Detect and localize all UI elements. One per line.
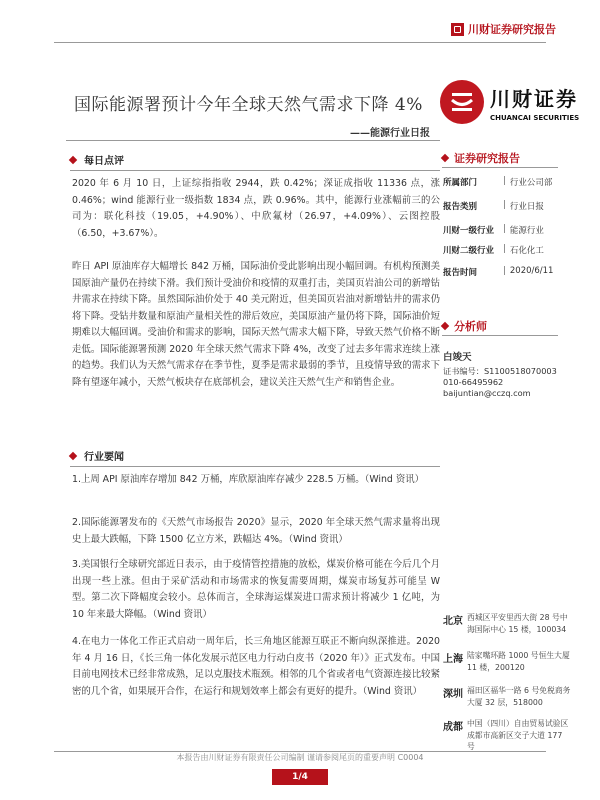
research-report-title: 证券研究报告 bbox=[454, 152, 520, 165]
office-beijing bbox=[443, 612, 573, 635]
industry-news-title: 行业要闻 bbox=[84, 452, 124, 463]
office-city: 深圳 bbox=[443, 689, 463, 700]
info-row-category: 报告类别 | 行业日报 bbox=[443, 200, 544, 212]
report-tag bbox=[451, 21, 556, 37]
daily-comment-heading bbox=[70, 152, 440, 171]
info-value: 石化化工 bbox=[509, 246, 544, 256]
report-tag-label: 川财证券研究报告 bbox=[468, 23, 556, 36]
info-row-date: 报告时间 | 2020/6/11 bbox=[443, 266, 554, 278]
info-value: 行业公司部 bbox=[509, 178, 553, 188]
office-city: 成都 bbox=[443, 722, 463, 733]
info-row-department: 所属部门 | 行业公司部 bbox=[443, 176, 553, 188]
logo-mark-icon bbox=[440, 80, 484, 124]
news-item: 4.在电力一体化工作正式启动一周年后，长三角地区能源互联正不断向纵深推进。2020 年 4 月 16 日，《长三角一体化发展示范区电力行动白皮书（2020 年）》正式发布。中国目前电网技术已经非常成熟，足以克服技术瓶颈。相邻的几个省或者电气资源连接比较紧密的几个省，如果展开合作，在运行和规划效率上都会有更好的提升。（Wind 资讯） bbox=[72, 636, 440, 697]
info-key: 报告类别 bbox=[443, 202, 478, 212]
daily-paragraph-1: 2020 年 6 月 10 日，上证综指指收 2944，跌 0.42%；深证成指收 11336 点，涨 0.46%；wind 能源行业一级指数 1834 点，跌 0.96%。其中，能源行业涨幅前三的公司为：联化科技（19.05，+4.90%）、中欣氟材（26.97，+4.09%）、云图控股（6.50，+3.67%）。 bbox=[72, 178, 440, 239]
diamond-icon bbox=[69, 155, 77, 163]
analyst-heading bbox=[442, 318, 487, 334]
office-address: 西城区平安里西大街 28 号中海国际中心 15 楼，100034 bbox=[467, 613, 568, 634]
office-shenzhen bbox=[443, 685, 573, 708]
info-key: 川财二级行业 bbox=[443, 246, 495, 256]
info-key: 川财一级行业 bbox=[443, 226, 495, 236]
news-item: 2.国际能源署发布的《天然气市场报告 2020》显示，2020 年全球天然气需求量将出现史上最大跌幅，下降 1500 亿立方米，跌幅达 4%。（Wind 资讯） bbox=[72, 517, 440, 545]
logo-name-cn: 川财证券 bbox=[490, 86, 578, 111]
info-value: 2020/6/11 bbox=[509, 266, 554, 276]
diamond-icon bbox=[441, 154, 449, 162]
info-key: 报告时间 bbox=[443, 268, 478, 278]
office-address: 中国（四川）自由贸易试验区成都市高新区交子大道 177 号 bbox=[467, 719, 569, 751]
info-row-industry-l1: 川财一级行业 | 能源行业 bbox=[443, 224, 544, 236]
footer-disclaimer: 本报告由川财证券有限责任公司编制 谨请参阅尾页的重要声明 C0004 bbox=[176, 753, 424, 762]
office-address: 福田区福华一路 6 号免税商务大厦 32 层，518000 bbox=[467, 686, 571, 707]
header-divider bbox=[54, 42, 546, 43]
analyst-title: 分析师 bbox=[454, 320, 487, 333]
office-address: 陆家嘴环路 1000 号恒生大厦 11 楼，200120 bbox=[467, 651, 570, 672]
panel-divider bbox=[442, 335, 558, 336]
office-city: 北京 bbox=[443, 616, 463, 627]
analyst-phone: 010-66495962 bbox=[443, 377, 504, 387]
title-divider bbox=[66, 140, 440, 141]
research-report-heading bbox=[442, 150, 520, 166]
analyst-card bbox=[443, 352, 563, 399]
company-logo bbox=[440, 80, 579, 124]
news-item: 1.上周 API 原油库存增加 842 万桶，库欣原油库存减少 228.5 万桶。（Wind 资讯） bbox=[72, 474, 424, 485]
info-row-industry-l2: 川财二级行业 | 石化化工 bbox=[443, 244, 544, 256]
info-key: 所属部门 bbox=[443, 178, 478, 188]
analyst-cert: 证书编号：S1100518070003 bbox=[443, 366, 557, 376]
analyst-email[interactable]: baijuntian@cczq.com bbox=[443, 388, 531, 398]
logo-name-en: CHUANCAI SECURITIES bbox=[490, 113, 580, 122]
diamond-icon bbox=[441, 322, 449, 330]
daily-paragraph-2: 昨日 API 原油库存大幅增长 842 万桶，国际油价受此影响出现小幅回调。有机构预测美国原油产量仍在持续下滑。我们预计受油价和疫情的双重打击，美国页岩油公司的新增钻井需求在持续下降。虽然国际油价处于 40 美元附近，但美国页岩油对新增钻井的需求仍将下降。受钻井数量和原油产量相关性的滞后效应，美国原油产量仍将下降，国际油价短期难以大幅回调。受油价和需求的影响，国际天然气需求大幅下降，导致天然气价格不断走低。国际能源署预测 2020 年全球天然气需求下降 4%，改变了过去多年需求连续上涨的趋势。我们认为天然气需求存在季节性，夏季是需求最弱的季节，且疫情导致的需求下降有望逐年减小，天然气板块存在底部机会，建议关注天然气生产和销售企业。 bbox=[72, 261, 440, 388]
office-city: 上海 bbox=[443, 654, 463, 665]
page-number: 1/4 bbox=[272, 769, 328, 785]
office-shanghai bbox=[443, 650, 573, 673]
news-item: 3.美国银行全球研究部近日表示，由于疫情管控措施的放松，煤炭价格可能在今后几个月出现一些上涨。但由于采矿活动和市场需求的恢复需要周期，煤炭市场复苏可能呈 W 型。第二次下降幅度会较小。总体而言，全球海运煤炭进口需求预计将减少 1 亿吨，为 10 年来最大降幅。（Wind 资讯） bbox=[72, 559, 440, 620]
report-title: 国际能源署预计今年全球天然气需求下降 4% bbox=[74, 95, 423, 115]
diamond-icon bbox=[69, 451, 77, 459]
panel-divider bbox=[442, 167, 558, 168]
office-chengdu bbox=[443, 718, 573, 753]
industry-news-heading bbox=[70, 448, 440, 467]
daily-comment-title: 每日点评 bbox=[84, 156, 124, 167]
info-value: 行业日报 bbox=[509, 202, 544, 212]
analyst-name: 白竣天 bbox=[443, 352, 472, 363]
report-subtitle: ——能源行业日报 bbox=[350, 128, 430, 139]
report-icon bbox=[451, 23, 464, 36]
info-value: 能源行业 bbox=[509, 226, 544, 236]
